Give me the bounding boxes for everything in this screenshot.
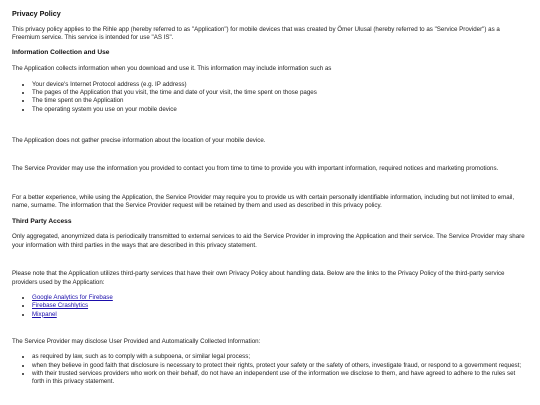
- list-item: • The operating system you use on your mobile device: [32, 106, 528, 114]
- google-analytics-link[interactable]: Google Analytics for Firebase: [32, 293, 113, 301]
- page-title: Privacy Policy: [12, 9, 61, 18]
- collected-info-list: [12, 81, 528, 114]
- disclosure-list: [12, 353, 528, 386]
- list-item: [32, 294, 528, 302]
- info-collection-heading: Information Collection and Use: [12, 49, 110, 57]
- list-item: • when they believe in good faith that disclosure is necessary to protect their rights, protect your safety or the safety of others, investigate fraud, or respond to a government request;: [32, 362, 528, 370]
- list-item: • Your device's Internet Protocol address (e.g. IP address): [32, 81, 528, 89]
- list-item: • The time spent on the Application: [32, 97, 528, 105]
- mixpanel-link[interactable]: Mixpanel: [32, 310, 57, 318]
- better-experience-paragraph: For a better experience, while using the Application, the Service Provider may require you to provide us with certain personally identifiable information, including but not limited to email, name, surname. The information that the Service Provider request will be retained by them and used as described in this privacy policy.: [12, 193, 515, 210]
- list-item: • as required by law, such as to comply with a subpoena, or similar legal process;: [32, 353, 528, 361]
- third-party-heading: Third Party Access: [12, 217, 72, 225]
- list-item: [32, 311, 528, 319]
- disclosure-lead: The Service Provider may disclose User Provided and Automatically Collected Information:: [12, 337, 261, 345]
- third-party-lead: Only aggregated, anonymized data is periodically transmitted to external services to aid the Service Provider in improving the Application and their service. The Service Provider may share your information with third parties in the ways that are described in this privacy statement.: [12, 233, 525, 249]
- info-collection-lead: The Application collects information when you download and use it. This information may include information such as: [12, 65, 332, 73]
- contact-paragraph: The Service Provider may use the information you provided to contact you from time to time to provide you with important information, required notices and marketing promotions.: [12, 165, 499, 173]
- firebase-crashlytics-link[interactable]: Firebase Crashlytics: [32, 302, 89, 310]
- third-party-note: Please note that the Application utilizes third-party services that have their own Privacy Policy about handling data. Below are the links to the Privacy Policy of the third-party service providers used by the Application:: [12, 270, 505, 286]
- intro-paragraph: This privacy policy applies to the Rihle app (hereby referred to as "Application") for mobile devices that was created by Ömer Ulusal (hereby referred to as "Service Provider") as a Freemium service. This service is intended for use "AS IS".: [12, 25, 500, 42]
- third-party-links: [12, 294, 528, 319]
- list-item: [32, 302, 528, 310]
- location-paragraph: The Application does not gather precise information about the location of your mobile device.: [12, 137, 266, 145]
- list-item: • with their trusted services providers who work on their behalf, do not have an independent use of the information we disclose to them, and have agreed to adhere to the rules set forth in this privacy statement.: [32, 370, 528, 387]
- list-item: • The pages of the Application that you visit, the time and date of your visit, the time spent on those pages: [32, 89, 528, 97]
